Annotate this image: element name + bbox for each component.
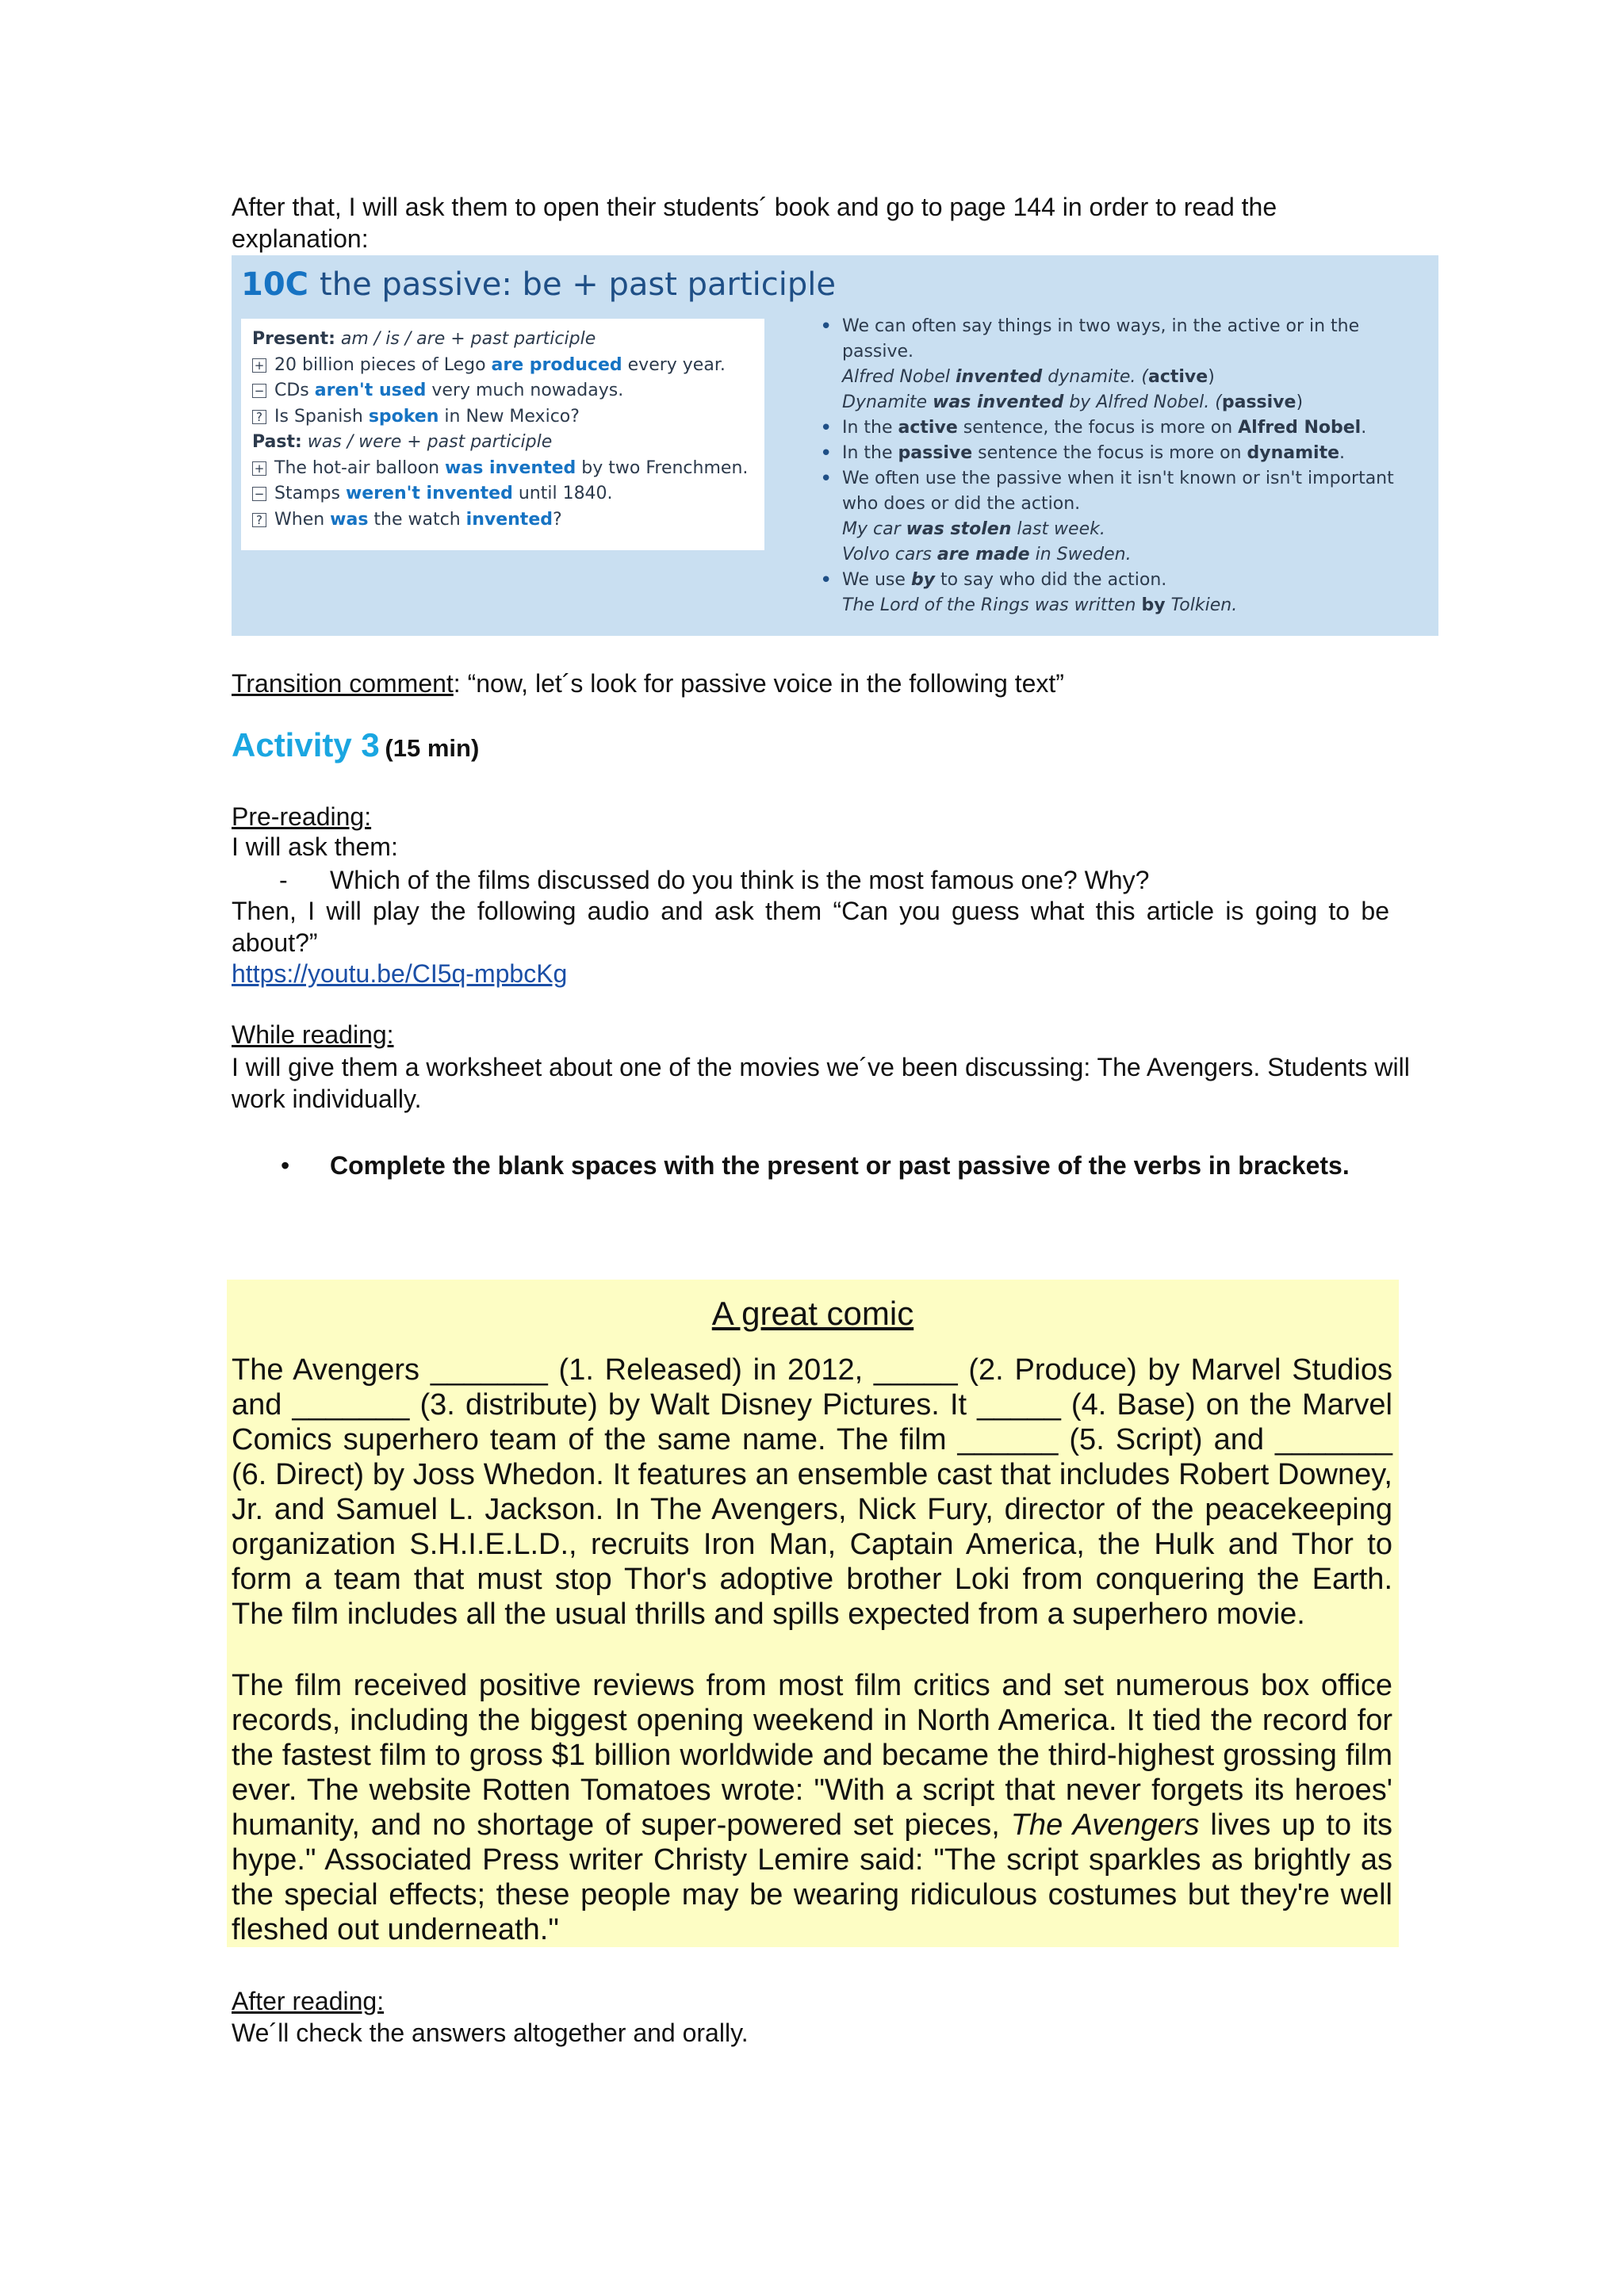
dash-marker: - bbox=[279, 866, 288, 894]
film-title-italic: The Avengers bbox=[1010, 1808, 1200, 1842]
past-example-3: ? When was the watch invented? bbox=[252, 507, 753, 534]
grammar-title bbox=[241, 266, 836, 303]
reading-title: A great comic bbox=[711, 1295, 914, 1332]
plus-icon: + bbox=[252, 358, 266, 373]
after-reading-heading: After reading: bbox=[232, 1987, 385, 2015]
past-rule: Past: was / were + past participle bbox=[252, 432, 553, 452]
audio-link[interactable]: https://youtu.be/CI5q-mpbcKg bbox=[232, 959, 568, 988]
present-example-2: − CDs aren't used very much nowadays. bbox=[252, 378, 753, 404]
example-car: My car was stolen last week. bbox=[842, 519, 1105, 539]
grammar-title-text: the passive: be + past participle bbox=[320, 266, 837, 303]
while-reading-heading: While reading: bbox=[232, 1020, 394, 1049]
example-volvo: Volvo cars are made in Sweden. bbox=[842, 545, 1132, 564]
present-rule: Present: am / is / are + past participle bbox=[252, 329, 596, 349]
grammar-box bbox=[232, 255, 1438, 636]
pre-reading-heading: Pre-reading: bbox=[232, 802, 372, 831]
question-icon: ? bbox=[252, 410, 266, 424]
present-example-3: ? Is Spanish spoken in New Mexico? bbox=[252, 404, 753, 430]
pre-reading-question: Which of the films discussed do you think is the most famous one? Why? bbox=[330, 866, 1150, 894]
note-active-focus: • In the active sentence, the focus is more on Alfred Nobel. bbox=[818, 415, 1429, 441]
note-by: • We use by to say who did the action. bbox=[818, 568, 1429, 593]
minus-icon: − bbox=[252, 487, 266, 501]
present-example-1: + 20 billion pieces of Lego are produced every year. bbox=[252, 353, 753, 379]
pre-reading-intro: I will ask them: bbox=[232, 832, 398, 861]
grammar-left-panel bbox=[241, 319, 764, 550]
instruction-bullet: • bbox=[281, 1151, 290, 1180]
intro-paragraph: After that, I will ask them to open their students´ book and go to page 144 in order to read the explanation: bbox=[232, 193, 1277, 253]
example-lotr: The Lord of the Rings was written by Tolkien. bbox=[842, 595, 1238, 615]
reading-paragraph-1: The Avengers _______ (1. Released) in 2012, _____ (2. Produce) by Marvel Studios and _______ (3. distribute) by Walt Disney Pictures. It _____ (4. Base) on the Marvel Comics superhero team of the same name. The film ______ (5. Script) and _______ (6. Direct) by Joss Whedon. It features an ensemble cast that includes Robert Downey, Jr. and Samuel L. Jackson. In The Avengers, Nick Fury, director of the peacekeeping organization S.H.I.E.L.D., recruits Iron Man, Captain America, the Hulk and Thor to form a team that must stop Thor's adoptive brother Loki from conquering the Earth. The film includes all the usual thrills and spills expected from a superhero movie. bbox=[232, 1353, 1392, 1631]
plus-icon: + bbox=[252, 461, 266, 476]
activity-duration: (15 min) bbox=[385, 734, 480, 762]
instruction-text: Complete the blank spaces with the present or past passive of the verbs in brackets. bbox=[330, 1151, 1350, 1180]
reading-paragraph-2: The film received positive reviews from most film critics and set numerous box office records, including the biggest opening weekend in North America. It tied the record for the fastest film to gross $1 billion worldwide and became the third-highest grossing film ever. The website Rotten Tomatoes wrote: "With a script that never forgets its heroes' humanity, and no shortage of super-powered set pieces, The Avengers lives up to its hype." Associated Press writer Christy Lemire said: "The script sparkles as brightly as the special effects; these people may be wearing ridiculous costumes but they're well fleshed out underneath." bbox=[232, 1669, 1392, 1946]
after-reading-text: We´ll check the answers altogether and orally. bbox=[232, 2019, 749, 2047]
transition-label: Transition comment bbox=[232, 669, 454, 698]
past-example-1: + The hot-air balloon was invented by two Frenchmen. bbox=[252, 456, 753, 482]
pre-reading-audio-text: Then, I will play the following audio and ask them “Can you guess what this article is going to be about?” bbox=[232, 897, 1389, 957]
past-example-2: − Stamps weren't invented until 1840. bbox=[252, 481, 753, 507]
question-icon: ? bbox=[252, 513, 266, 527]
grammar-right-notes: • We can often say things in two ways, in the active or in the passive. Alfred Nobel invented dynamite. (active) Dynamite was invented by Alfred Nobel. (passive) • In the active sentence, the focus is more on Alfred Nobel. • In the passive sentence the focus is more on dynamite. • We often use the passive when it isn't known or isn't important who does or did the action. My car was stolen last week. Volvo cars are made in Sweden. • We use by to say who did the action. The Lord of the Rings was written by Tolkien. bbox=[818, 314, 1429, 618]
note-passive-use: • We often use the passive when it isn't known or isn't important bbox=[818, 466, 1429, 492]
example-passive: Dynamite was invented by Alfred Nobel. (passive) bbox=[842, 392, 1304, 412]
grammar-code: 10C bbox=[241, 266, 309, 303]
while-reading-text: I will give them a worksheet about one of the movies we´ve been discussing: The Avengers. Students will work individually. bbox=[232, 1053, 1410, 1113]
activity-heading bbox=[232, 726, 479, 764]
transition-comment bbox=[232, 668, 1064, 699]
reading-title-wrap bbox=[227, 1295, 1399, 1332]
activity-title: Activity 3 bbox=[232, 726, 380, 763]
transition-text: : “now, let´s look for passive voice in the following text” bbox=[453, 669, 1064, 698]
minus-icon: − bbox=[252, 384, 266, 398]
audio-link-wrap bbox=[232, 958, 567, 989]
example-active: Alfred Nobel invented dynamite. (active) bbox=[842, 367, 1215, 387]
reading-text-box bbox=[227, 1280, 1399, 1947]
note-two-ways: • We can often say things in two ways, in the active or in the bbox=[818, 314, 1429, 339]
note-passive-focus: • In the passive sentence the focus is more on dynamite. bbox=[818, 441, 1429, 466]
